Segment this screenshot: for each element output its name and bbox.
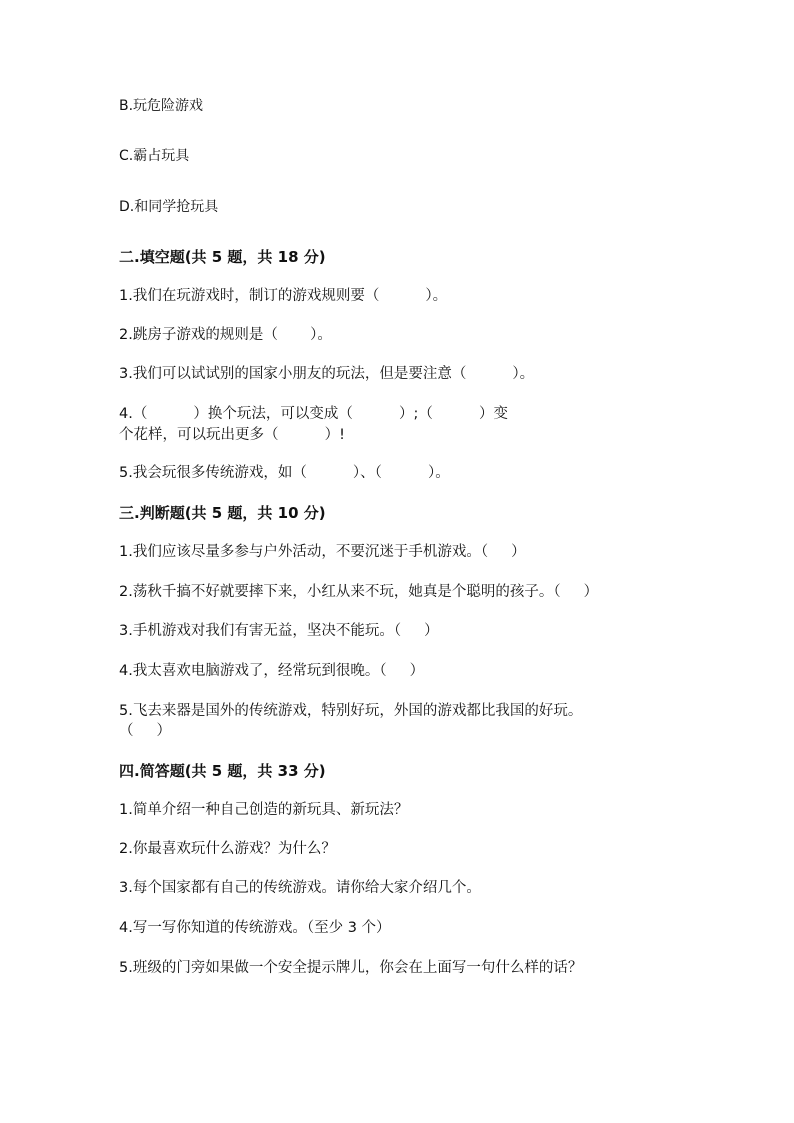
fill-question-1: 1.我们在玩游戏时，制订的游戏规则要（ ）。 <box>119 288 448 304</box>
option-d: D.和同学抢玩具 <box>119 199 219 215</box>
short-answer-question-4: 4.写一写你知道的传统游戏。（至少 3 个） <box>119 920 391 936</box>
short-answer-question-5: 5.班级的门旁如果做一个安全提示牌儿，你会在上面写一句什么样的话？ <box>119 960 583 976</box>
fill-question-5: 5.我会玩很多传统游戏，如（ ）、（ ）。 <box>119 465 450 481</box>
section-heading-short-answer: 四.简答题(共 5 题，共 33 分) <box>119 762 326 780</box>
judge-question-1: 1.我们应该尽量多参与户外活动，不要沉迷于手机游戏。（ ） <box>119 544 526 560</box>
fill-question-3: 3.我们可以试试别的国家小朋友的玩法，但是要注意（ ）。 <box>119 366 535 382</box>
judge-question-5-line-1: 5.飞去来器是国外的传统游戏，特别好玩，外国的游戏都比我国的好玩。 <box>119 703 583 719</box>
section-heading-fill-in: 二.填空题(共 5 题，共 18 分) <box>119 248 326 266</box>
short-answer-question-3: 3.每个国家都有自己的传统游戏。请你给大家介绍几个。 <box>119 880 481 896</box>
option-c: C.霸占玩具 <box>119 148 190 164</box>
short-answer-question-1: 1.简单介绍一种自己创造的新玩具、新玩法？ <box>119 802 409 818</box>
judge-question-4: 4.我太喜欢电脑游戏了，经常玩到很晚。（ ） <box>119 663 425 679</box>
fill-question-4-line-2: 个花样，可以玩出更多（ ）! <box>119 427 345 443</box>
option-b: B.玩危险游戏 <box>119 98 204 114</box>
short-answer-question-2: 2.你最喜欢玩什么游戏？为什么？ <box>119 841 336 857</box>
section-heading-true-false: 三.判断题(共 5 题，共 10 分) <box>119 504 326 522</box>
judge-question-5-line-2: （ ） <box>119 723 172 739</box>
fill-question-2: 2.跳房子游戏的规则是（ ）。 <box>119 327 332 343</box>
judge-question-3: 3.手机游戏对我们有害无益，坚决不能玩。（ ） <box>119 623 439 639</box>
judge-question-2: 2.荡秋千搞不好就要摔下来，小红从来不玩，她真是个聪明的孩子。（ ） <box>119 584 599 600</box>
fill-question-4-line-1: 4.（ ）换个玩法，可以变成（ ）;（ ）变 <box>119 406 508 422</box>
